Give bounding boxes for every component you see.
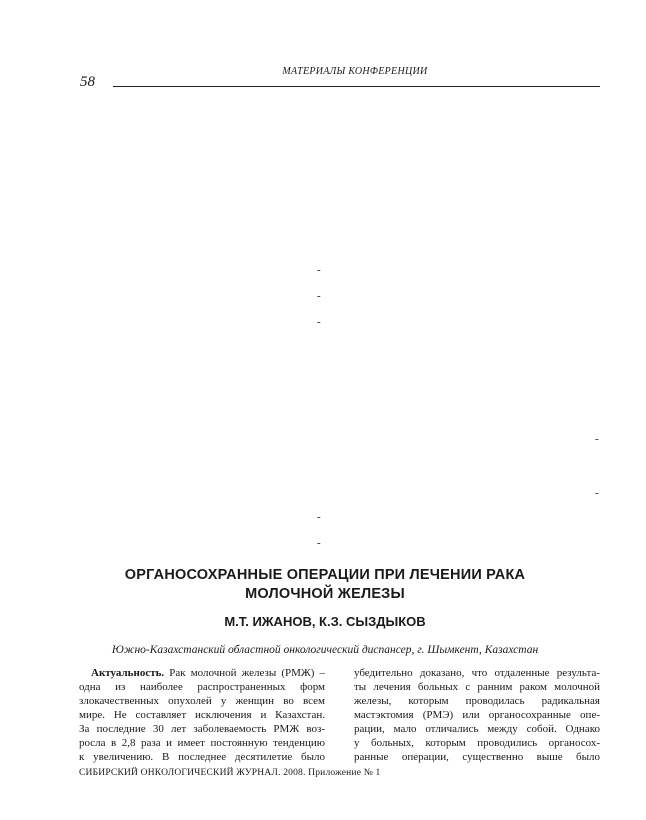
article-title [60,566,590,604]
body-line: к увеличению. В последнее десятилетие было [79,751,325,763]
body-column-right [354,666,600,764]
article-title-line: МОЛОЧНОЙ ЖЕЛЕЗЫ [245,586,405,602]
body-line: одна из наиболее распространенных форм [79,681,325,693]
journal-footer: СИБИРСКИЙ ОНКОЛОГИЧЕСКИЙ ЖУРНАЛ. 2008. Приложение № 1 [79,768,381,778]
body-column-left [79,666,325,764]
body-line: ранные операции, существенно выше было [354,751,600,763]
dash-mark: - [317,511,321,523]
dash-mark: - [595,433,599,445]
body-line: убедительно доказано, что отдаленные результа- [354,667,600,679]
dash-mark: - [317,290,321,302]
body-line: мире. Не составляет исключения и Казахстан. [79,709,325,721]
body-line: росла в 2,8 раза и имеет постоянную тенденцию [79,737,325,749]
body-line: железы, которым проводилась радикальная [354,695,600,707]
body-line-text: Рак молочной железы (РМЖ) – [169,667,325,679]
dash-mark: - [317,264,321,276]
dash-mark: - [317,537,321,549]
body-line: ты лечения больных с ранним раком молочной [354,681,600,693]
header-rule [113,86,600,87]
article-affiliation: Южно-Казахстанский областной онкологический диспансер, г. Шымкент, Казахстан [111,644,539,656]
body-line: злокачественных опухолей у женщин во всем [79,695,325,707]
dash-mark: - [595,487,599,499]
article-title-line: ОРГАНОСОХРАННЫЕ ОПЕРАЦИИ ПРИ ЛЕЧЕНИИ РАКА [124,567,526,583]
body-line: у больных, которым проводились органосох- [354,737,600,749]
body-line: мастэктомия (РМЭ) или органосохранные опе- [354,709,600,721]
article-authors: М.Т. ИЖАНОВ, К.З. СЫЗДЫКОВ [224,614,426,629]
running-title: МАТЕРИАЛЫ КОНФЕРЕНЦИИ [282,66,428,77]
body-line [79,666,325,680]
dash-mark: - [317,316,321,328]
body-line: рации, мало отличались между собой. Однако [354,723,600,735]
page-number: 58 [80,74,95,90]
section-lead: Актуальность. [91,667,165,679]
body-line: За последние 30 лет заболеваемость РМЖ воз- [79,723,325,735]
